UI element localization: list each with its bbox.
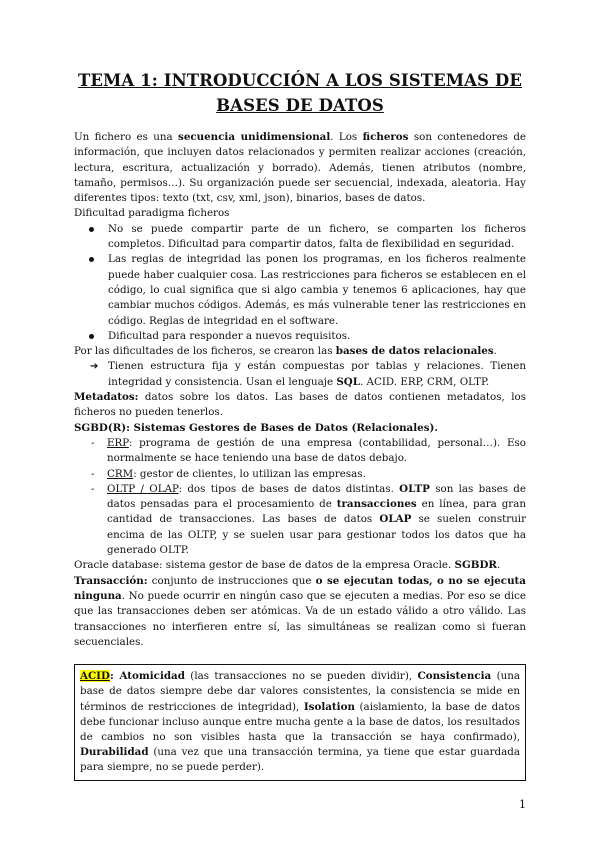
oracle-paragraph [74, 558, 526, 573]
transaccion-paragraph [74, 574, 526, 650]
transaccion-text-1: conjunto de instrucciones que [147, 574, 316, 587]
transaccion-bold-1: Transacción: [74, 574, 148, 587]
metadatos-bold: Metadatos: [74, 391, 139, 404]
list-item [74, 467, 526, 482]
sgbd-heading [74, 421, 526, 436]
list-item: Las reglas de integridad las ponen los programas, en los ficheros realmente puede haber cualquier cosa. Las restricciones para ficheros se establecen en el código, lo cual significa que si algo cambia y tenemos 6 aplicaciones, hay que cambiar muchos códigos. Además, es más vulnerable tener las restricciones en código. Reglas de integridad en el software. [74, 252, 526, 328]
oltp-text-3: en línea, para gran cantidad de transacciones. Las bases de datos [107, 498, 526, 526]
intro-text-3: son contenedores de información, que incluyen datos relacionados y permiten realizar acciones (creación, lectura, escritura, actualización y borrado). Además, tienen atributos (nombre, tamaño, permisos…). Su organización puede ser secuencial, indexada, aleatoria. Hay diferentes tipos: texto (txt, csv, xml, json), binarios, bases de datos. [74, 131, 527, 205]
dash-marker: - [91, 482, 95, 495]
acid-text-4: (una vez que una transacción termina, ya tiene que estar guardada para siempre, no se puede perder). [80, 746, 520, 774]
intro-paragraph [74, 130, 526, 206]
title-line-1: TEMA 1: INTRODUCCIÓN A LOS SISTEMAS DE [77, 71, 523, 90]
arrow-right-icon: ➔ [90, 361, 99, 373]
erp-term: ERP [107, 436, 129, 449]
dificultad-list [74, 222, 526, 344]
list-item [74, 436, 526, 467]
acid-consistencia: Consistencia [417, 670, 492, 683]
erp-text: : programa de gestión de una empresa (contabilidad, personal…). Eso normalmente se hace teniendo una base de datos debajo. [107, 436, 526, 465]
list-item: No se puede compartir parte de un fichero, se comparten los ficheros completos. Dificultad para compartir datos, falta de flexibilidad en seguridad. [74, 222, 526, 253]
metadatos-text: datos sobre los datos. Las bases de datos contienen metadatos, los ficheros no pueden tenerlos. [74, 391, 526, 419]
oltp-bold-3: OLAP [379, 513, 412, 526]
transaccion-text-2: . No puede ocurrir en ningún caso que se ejecuten a medias. Por eso se dice que las transacciones deben ser atómicas. Va de un estado válido a otro válido. Las transacciones no interfieren entre sí, las simultáneas se realizan como si fueran secuenciales. [74, 589, 526, 648]
dash-marker: - [91, 467, 95, 480]
oracle-text-1: Oracle database: sistema gestor de base de datos de la empresa Oracle. [74, 559, 455, 572]
relacionales-text-2: . [493, 345, 497, 358]
intro-text-1: Un fichero es una [74, 131, 179, 143]
acid-colon: : [109, 670, 120, 683]
acid-box [74, 664, 526, 780]
relacionales-text-1: Por las dificultades de los ficheros, se crearon las [74, 345, 336, 358]
oracle-bold: SGBDR [454, 559, 497, 572]
document-page [74, 68, 526, 781]
acid-paragraph [80, 669, 520, 775]
arrow-text-1: Tienen estructura fija y están compuestas por tablas y relaciones. Tienen integridad y consistencia. Usan el lenguaje [108, 360, 526, 388]
sgbd-heading-text: SGBD(R): Sistemas Gestores de Bases de Datos (Relacionales). [74, 421, 438, 434]
title-line-2: BASES DE DATOS [216, 96, 384, 115]
acid-text-2: (una base de datos siempre debe dar valores consistentes, la consistencia se mide en términos de restricciones de integridad), [80, 670, 520, 713]
sgbd-list [74, 436, 526, 558]
crm-text: : gestor de clientes, lo utilizan las empresas. [133, 467, 366, 480]
acid-highlight-label: ACID [80, 670, 110, 683]
arrow-list [74, 359, 526, 390]
oltp-text-1: : dos tipos de bases de datos distintas. [178, 482, 400, 495]
oltp-term: OLTP / OLAP [107, 482, 179, 495]
acid-text-3: (aislamiento, la base de datos debe funcionar incluso aunque entre mucha gente a la base de datos, los resultados de cambios no son visibles hasta que la transacción se haya confirmado), [80, 700, 520, 743]
dificultad-heading: Dificultad paradigma ficheros [74, 207, 230, 220]
dash-marker: - [91, 436, 95, 449]
list-item: Dificultad para responder a nuevos requisitos. [74, 329, 526, 344]
oltp-bold-2: transacciones [336, 498, 417, 511]
metadatos-paragraph [74, 390, 526, 421]
oltp-text-2: son las bases de datos pensadas para el procesamiento de [107, 482, 526, 511]
list-item [74, 482, 526, 558]
crm-term: CRM [107, 467, 134, 480]
intro-bold-1: secuencia unidimensional [178, 131, 331, 143]
intro-bold-2: ficheros [362, 131, 409, 143]
arrow-bold: SQL [336, 375, 360, 388]
oracle-text-2: . [496, 559, 501, 572]
page-number: 1 [519, 798, 526, 811]
transaccion-bold-2: o se ejecutan todas, o no se ejecuta ninguna [74, 574, 526, 602]
oltp-bold-1: OLTP [399, 482, 430, 495]
arrow-text-2: . ACID. ERP, CRM, OLTP. [359, 375, 490, 388]
acid-text-1: (las transacciones no se pueden dividir), [184, 670, 418, 683]
list-item [74, 359, 526, 390]
acid-isolation: Isolation [303, 700, 355, 713]
acid-atomicidad: Atomicidad [119, 670, 185, 683]
relacionales-paragraph [74, 344, 526, 359]
page-title [74, 68, 526, 118]
oltp-text-4: se suelen construir encima de las OLTP, y se suelen usar para gestionar todos los datos que ha generado OLTP. [107, 513, 527, 557]
intro-text-2: . Los [330, 131, 363, 143]
relacionales-bold: bases de datos relacionales [335, 345, 494, 358]
acid-durabilidad: Durabilidad [80, 746, 149, 759]
